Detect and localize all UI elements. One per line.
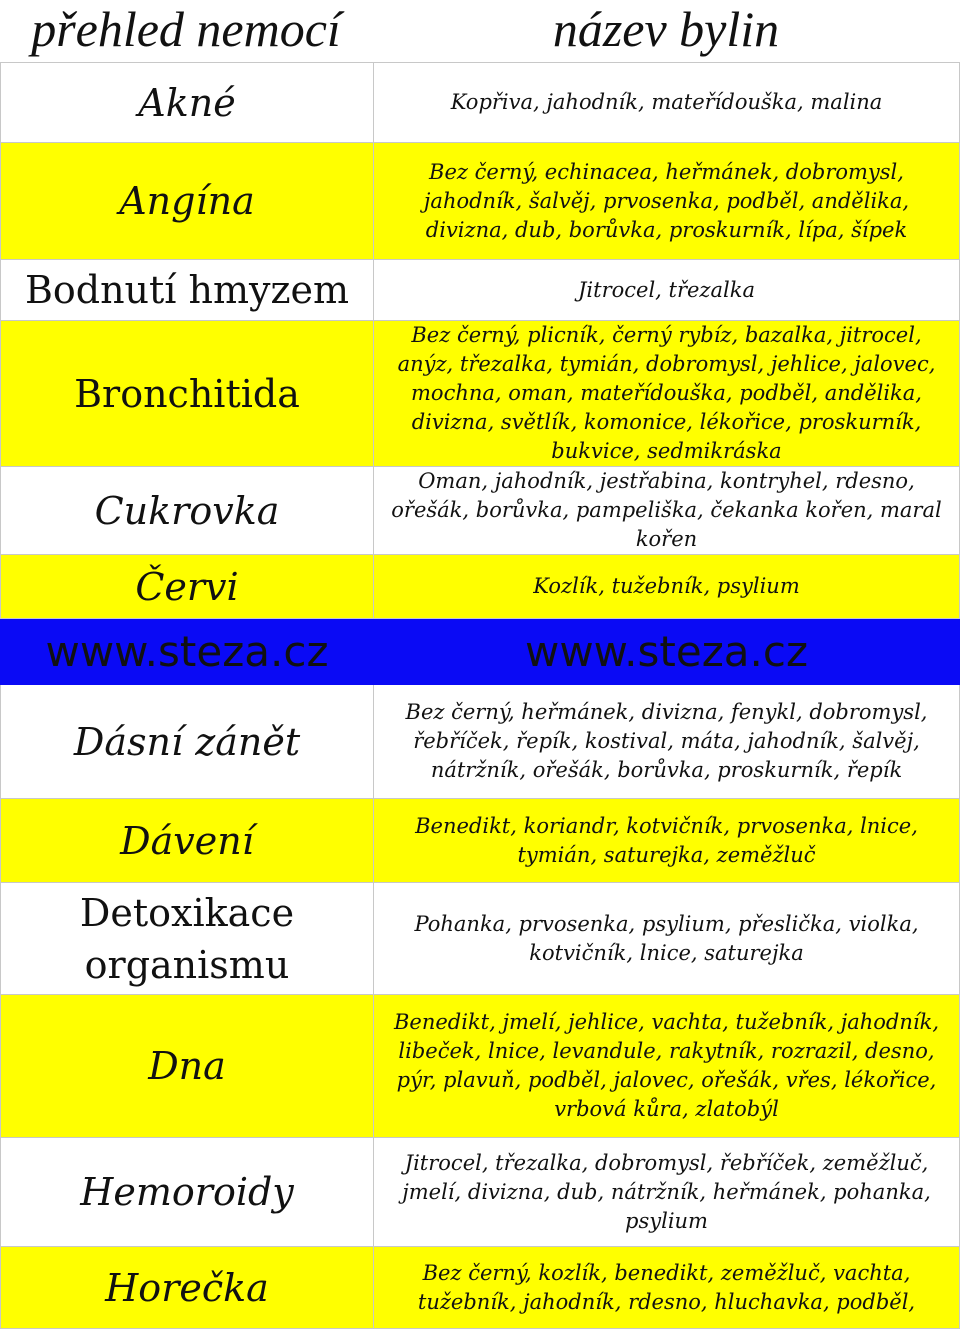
disease-cell: Cukrovka — [1, 467, 374, 555]
table-row — [1, 1138, 960, 1247]
website-link[interactable]: www.steza.cz — [374, 619, 960, 685]
table-row — [1, 619, 960, 685]
herbs-cell: Kozlík, tužebník, psylium — [374, 555, 960, 619]
table-row — [1, 467, 960, 555]
table-row — [1, 995, 960, 1138]
herbs-cell: Bez černý, kozlík, benedikt, zeměžluč, vachta, tužebník, jahodník, rdesno, hluchavka, podběl, — [374, 1247, 960, 1329]
disease-cell: Angína — [1, 143, 374, 260]
herbs-cell: Bez černý, plicník, černý rybíz, bazalka, jitrocel, anýz, třezalka, tymián, dobromysl, jehlice, jalovec, mochna, oman, mateřídouška, podběl, andělika, divizna, světlík, komonice, lékořice, proskurník, bukvice, sedmikráska — [374, 321, 960, 467]
herb-column-header: název bylin — [552, 1, 780, 57]
herbs-cell: Oman, jahodník, jestřabina, kontryhel, rdesno, ořešák, borůvka, pampeliška, čekanka kořen, maral kořen — [374, 467, 960, 555]
disease-cell: Bodnutí hmyzem — [1, 260, 374, 321]
disease-cell: Červi — [1, 555, 374, 619]
herbs-cell: Bez černý, heřmánek, divizna, fenykl, dobromysl, řebříček, řepík, kostival, máta, jahodník, šalvěj, nátržník, ořešák, borůvka, proskurník, řepík — [374, 685, 960, 799]
table-row — [1, 143, 960, 260]
disease-cell: Akné — [1, 63, 374, 143]
disease-column-header: přehled nemocí — [31, 1, 341, 57]
herbs-cell: Benedikt, jmelí, jehlice, vachta, tužebník, jahodník, libeček, lnice, levandule, rakytník, rozrazil, desno, pýr, plavuň, podběl, jalovec, ořešák, vřes, lékořice, vrbová kůra, zlatobýl — [374, 995, 960, 1138]
disease-cell: Horečka — [1, 1247, 374, 1329]
table-row — [1, 799, 960, 883]
table-row — [1, 321, 960, 467]
table-header — [0, 0, 960, 62]
table-row — [1, 555, 960, 619]
disease-cell: Dávení — [1, 799, 374, 883]
herbs-cell: Kopřiva, jahodník, mateřídouška, malina — [374, 63, 960, 143]
table-row — [1, 685, 960, 799]
herb-table — [0, 62, 960, 1329]
table-row — [1, 260, 960, 321]
herbs-cell: Jitrocel, třezalka — [374, 260, 960, 321]
disease-cell: Detoxikace organismu — [1, 883, 374, 995]
disease-cell: Hemoroidy — [1, 1138, 374, 1247]
table-row — [1, 1247, 960, 1329]
table-row — [1, 883, 960, 995]
herbs-cell: Pohanka, prvosenka, psylium, přeslička, violka, kotvičník, lnice, saturejka — [374, 883, 960, 995]
herbs-cell: Benedikt, koriandr, kotvičník, prvosenka, lnice, tymián, saturejka, zeměžluč — [374, 799, 960, 883]
table-row — [1, 63, 960, 143]
herbs-cell: Jitrocel, třezalka, dobromysl, řebříček, zeměžluč, jmelí, divizna, dub, nátržník, heřmánek, pohanka, psylium — [374, 1138, 960, 1247]
disease-cell: Dna — [1, 995, 374, 1138]
disease-cell: Bronchitida — [1, 321, 374, 467]
disease-cell: Dásní zánět — [1, 685, 374, 799]
website-link[interactable]: www.steza.cz — [1, 619, 374, 685]
herbs-cell: Bez černý, echinacea, heřmánek, dobromysl, jahodník, šalvěj, prvosenka, podběl, andělika, divizna, dub, borůvka, proskurník, lípa, šípek — [374, 143, 960, 260]
